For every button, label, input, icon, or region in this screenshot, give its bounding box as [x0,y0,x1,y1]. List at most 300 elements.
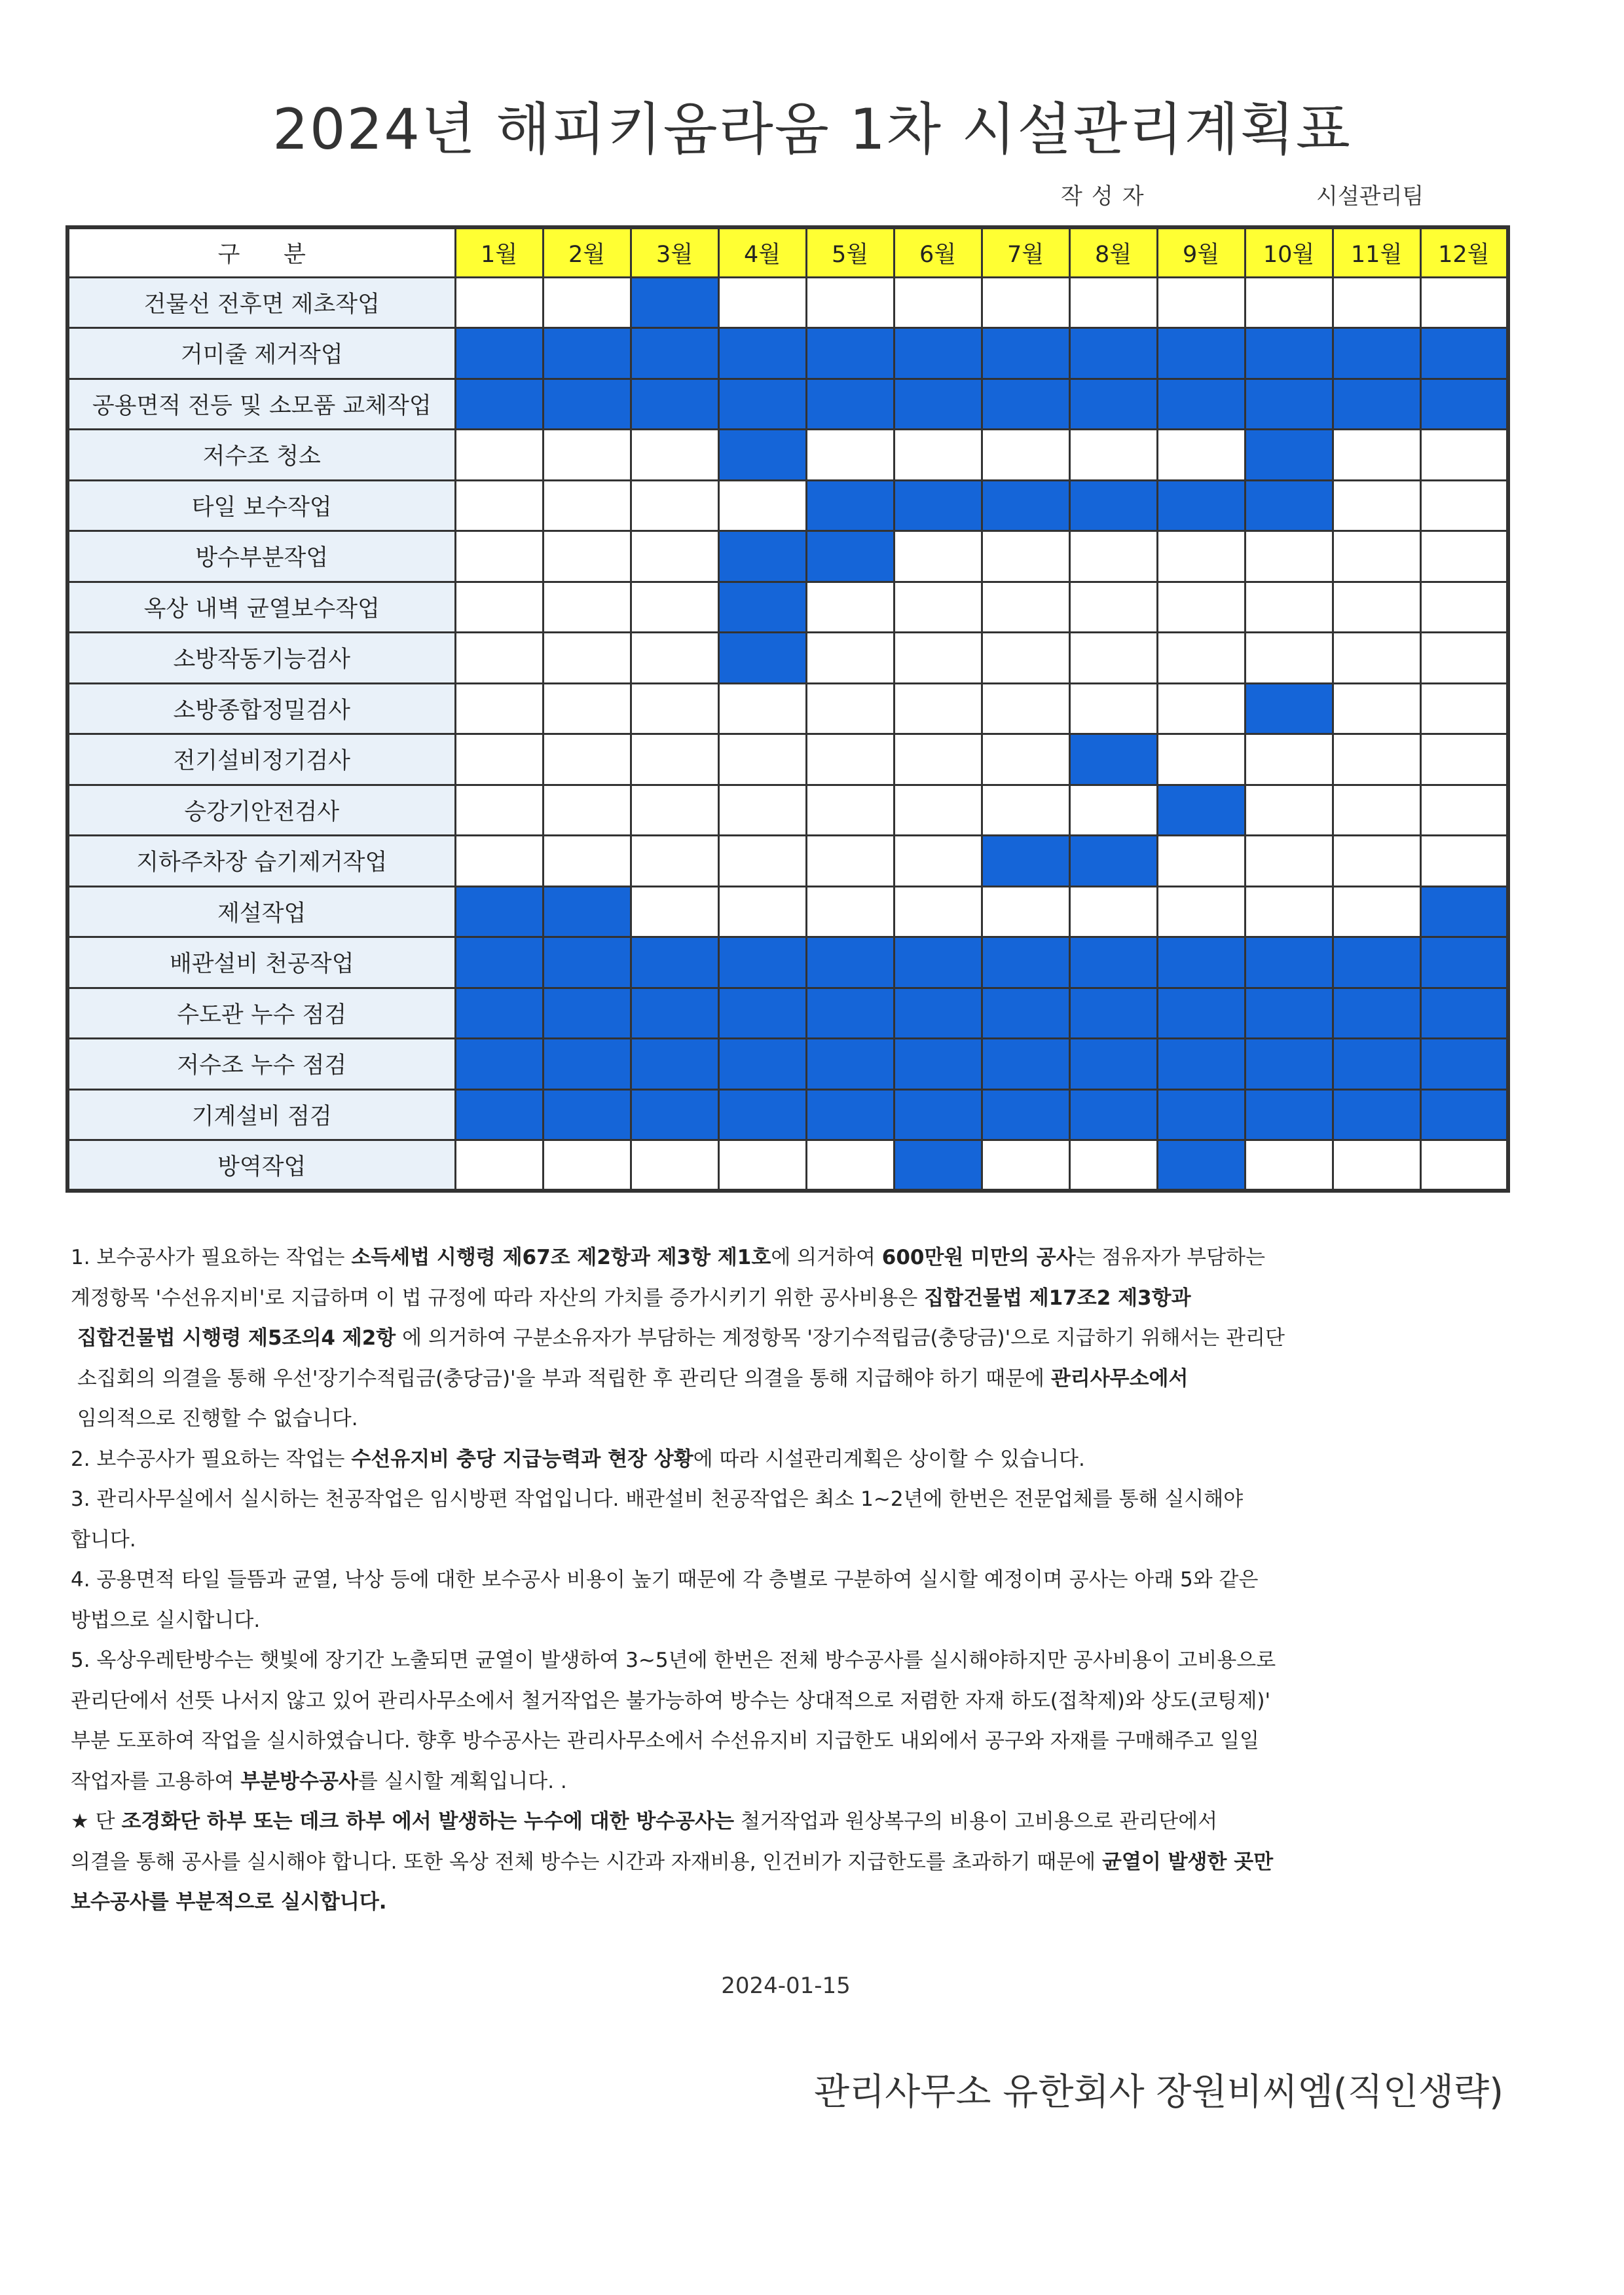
note-line [71,1359,1511,1400]
empty-cell [455,734,543,785]
empty-cell [718,1140,806,1191]
note-line [71,1520,1511,1561]
scheduled-cell [982,379,1069,430]
empty-cell [1420,531,1508,582]
note-bold-text: 관리사무소에서 [1050,1366,1189,1390]
empty-cell [1333,277,1420,328]
empty-cell [1420,734,1508,785]
empty-cell [894,633,982,684]
empty-cell [631,1140,718,1191]
note-bold-text: 600만원 미만의 공사 [881,1246,1076,1269]
scheduled-cell [543,886,631,937]
note-bold-text: 균열이 발생한 곳만 [1101,1850,1274,1874]
note-bold-text: 집합건물법 제17조2 제3항과 [924,1286,1191,1310]
note-text: 부분 도포하여 작업을 실시하였습니다. 향후 방수공사는 관리사무소에서 수선유지비 지급한도 내외에서 공구와 자재를 구매해주고 일일 [71,1729,1259,1753]
empty-cell [1420,1140,1508,1191]
note-text: 2. 보수공사가 필요하는 작업는 [71,1447,352,1471]
empty-cell [543,582,631,633]
empty-cell [806,886,894,937]
empty-cell [1157,277,1245,328]
empty-cell [1069,785,1157,836]
month-header: 8월 [1069,227,1157,277]
scheduled-cell [455,379,543,430]
empty-cell [806,1140,894,1191]
table-row [67,937,1508,988]
table-row [67,785,1508,836]
empty-cell [1333,886,1420,937]
scheduled-cell [1157,785,1245,836]
task-name: 지하주차장 습기제거작업 [67,836,455,887]
note-text [71,1326,77,1350]
table-row [67,734,1508,785]
note-text: 에 의거하여 [771,1246,882,1269]
table-row [67,328,1508,379]
scheduled-cell [1157,1089,1245,1140]
task-name: 방수부분작업 [67,531,455,582]
scheduled-cell [982,937,1069,988]
scheduled-cell [631,379,718,430]
empty-cell [1069,1140,1157,1191]
empty-cell [894,683,982,734]
scheduled-cell [543,1039,631,1090]
scheduled-cell [718,379,806,430]
scheduled-cell [806,937,894,988]
empty-cell [806,683,894,734]
empty-cell [1157,633,1245,684]
facility-plan-table [65,225,1510,1193]
note-text: 는 점유자가 부담하는 [1075,1246,1265,1269]
empty-cell [1333,683,1420,734]
note-text: 합니다. [71,1527,136,1552]
scheduled-cell [1245,1039,1333,1090]
empty-cell [631,633,718,684]
note-line [71,1440,1511,1480]
notes-section [71,1238,1511,1923]
note-text: 에 따라 시설관리계획은 상이할 수 있습니다. [693,1447,1085,1471]
empty-cell [543,480,631,531]
empty-cell [1333,531,1420,582]
empty-cell [1069,886,1157,937]
empty-cell [1333,734,1420,785]
scheduled-cell [1245,430,1333,481]
scheduled-cell [894,480,982,531]
note-line [71,1318,1511,1359]
scheduled-cell [806,328,894,379]
scheduled-cell [1245,379,1333,430]
empty-cell [1245,582,1333,633]
scheduled-cell [631,1039,718,1090]
empty-cell [894,734,982,785]
month-header: 6월 [894,227,982,277]
scheduled-cell [894,1089,982,1140]
scheduled-cell [1333,937,1420,988]
empty-cell [982,633,1069,684]
scheduled-cell [806,988,894,1039]
scheduled-cell [1069,937,1157,988]
empty-cell [1157,886,1245,937]
task-name: 방역작업 [67,1140,455,1191]
table-row [67,836,1508,887]
task-name: 건물선 전후면 제초작업 [67,277,455,328]
empty-cell [1333,582,1420,633]
scheduled-cell [718,988,806,1039]
empty-cell [631,734,718,785]
empty-cell [982,734,1069,785]
table-row [67,277,1508,328]
author-label: 작성자 [1061,183,1153,210]
empty-cell [1420,633,1508,684]
scheduled-cell [543,1089,631,1140]
table-row [67,988,1508,1039]
scheduled-cell [455,886,543,937]
task-name: 승강기안전검사 [67,785,455,836]
task-name: 옥상 내벽 균열보수작업 [67,582,455,633]
empty-cell [1069,683,1157,734]
empty-cell [455,531,543,582]
note-text: 3. 관리사무실에서 실시하는 천공작업은 임시방편 작업입니다. 배관설비 천공작업은 최소 1~2년에 한번은 전문업체를 통해 실시해야 [71,1487,1244,1511]
scheduled-cell [806,379,894,430]
note-text: 1. 보수공사가 필요하는 작업는 [71,1246,352,1269]
scheduled-cell [631,277,718,328]
table-row [67,379,1508,430]
empty-cell [455,430,543,481]
table-row [67,1089,1508,1140]
scheduled-cell [1157,937,1245,988]
month-header: 1월 [455,227,543,277]
scheduled-cell [631,328,718,379]
empty-cell [455,1140,543,1191]
note-text: 소집회의 의결을 통해 우선'장기수적립금(충당금)'을 부과 적립한 후 관리단 의결을 통해 지급해야 하기 때문에 [71,1366,1051,1390]
scheduled-cell [1245,328,1333,379]
empty-cell [718,480,806,531]
scheduled-cell [1069,480,1157,531]
empty-cell [455,785,543,836]
empty-cell [1245,531,1333,582]
scheduled-cell [1069,836,1157,887]
empty-cell [1420,480,1508,531]
scheduled-cell [1420,988,1508,1039]
empty-cell [982,886,1069,937]
note-text: 를 실시할 계획입니다. . [358,1769,567,1793]
scheduled-cell [1333,328,1420,379]
empty-cell [1420,683,1508,734]
empty-cell [1069,633,1157,684]
empty-cell [806,582,894,633]
note-text: 계정항목 '수선유지비'로 지급하며 이 법 규정에 따라 자산의 가치를 증가시키기 위한 공사비용은 [71,1286,925,1310]
empty-cell [1420,785,1508,836]
table-row [67,531,1508,582]
month-header: 7월 [982,227,1069,277]
note-bold-text: 조경화단 하부 또는 데크 하부 에서 발생하는 누수에 대한 방수공사는 [121,1810,735,1833]
table-header-row [67,227,1508,277]
empty-cell [982,531,1069,582]
empty-cell [982,430,1069,481]
empty-cell [631,480,718,531]
note-text: 방법으로 실시합니다. [71,1608,261,1632]
scheduled-cell [1420,886,1508,937]
scheduled-cell [1245,1089,1333,1140]
note-line [71,1560,1511,1601]
scheduled-cell [806,531,894,582]
empty-cell [982,785,1069,836]
empty-cell [1157,734,1245,785]
empty-cell [1157,531,1245,582]
month-header: 12월 [1420,227,1508,277]
month-header: 10월 [1245,227,1333,277]
empty-cell [1157,836,1245,887]
scheduled-cell [1420,328,1508,379]
scheduled-cell [1069,1039,1157,1090]
note-line [71,1480,1511,1520]
empty-cell [1245,836,1333,887]
note-text: 에 의거하여 구분소유자가 부담하는 계정항목 '장기수적립금(충당금)'으로 지급하기 위해서는 관리단 [396,1326,1285,1350]
scheduled-cell [982,328,1069,379]
note-line [71,1641,1511,1681]
scheduled-cell [455,328,543,379]
empty-cell [1069,430,1157,481]
table-row [67,1140,1508,1191]
empty-cell [894,277,982,328]
note-text: 임의적으로 진행할 수 없습니다. [71,1407,358,1430]
note-line [71,1721,1511,1762]
empty-cell [1157,683,1245,734]
empty-cell [631,531,718,582]
empty-cell [543,633,631,684]
scheduled-cell [718,531,806,582]
empty-cell [1157,582,1245,633]
scheduled-cell [1420,1089,1508,1140]
empty-cell [1245,277,1333,328]
empty-cell [806,836,894,887]
note-text: 관리단에서 선뜻 나서지 않고 있어 관리사무소에서 철거작업은 불가능하여 방수는 상대적으로 저렴한 자재 하도(접착제)와 상도(코팅제)' [71,1689,1271,1713]
empty-cell [806,430,894,481]
empty-cell [718,785,806,836]
empty-cell [806,633,894,684]
empty-cell [894,582,982,633]
scheduled-cell [1245,937,1333,988]
scheduled-cell [1157,480,1245,531]
scheduled-cell [455,988,543,1039]
month-header: 3월 [631,227,718,277]
empty-cell [455,836,543,887]
empty-cell [1245,886,1333,937]
task-name: 저수조 누수 점검 [67,1039,455,1090]
scheduled-cell [455,937,543,988]
task-name: 저수조 청소 [67,430,455,481]
empty-cell [455,582,543,633]
empty-cell [718,683,806,734]
note-bold-text: 소득세법 시행령 제67조 제2항과 제3항 제1호 [351,1246,771,1269]
empty-cell [543,836,631,887]
empty-cell [1157,430,1245,481]
scheduled-cell [1157,1140,1245,1191]
note-line [71,1762,1511,1802]
empty-cell [982,277,1069,328]
note-text: 철거작업과 원상복구의 비용이 고비용으로 관리단에서 [734,1810,1218,1833]
scheduled-cell [982,988,1069,1039]
task-name: 공용면적 전등 및 소모품 교체작업 [67,379,455,430]
task-name: 제설작업 [67,886,455,937]
empty-cell [894,531,982,582]
scheduled-cell [982,480,1069,531]
scheduled-cell [806,480,894,531]
page-title: 2024년 해피키움라움 1차 시설관리계획표 [272,97,1352,162]
task-name: 소방종합정밀검사 [67,683,455,734]
empty-cell [982,582,1069,633]
empty-cell [543,430,631,481]
empty-cell [982,1140,1069,1191]
table-row [67,480,1508,531]
scheduled-cell [1333,379,1420,430]
task-name: 타일 보수작업 [67,480,455,531]
note-line [71,1882,1511,1923]
scheduled-cell [894,379,982,430]
scheduled-cell [455,1089,543,1140]
note-line [71,1842,1511,1883]
note-text: 4. 공용면적 타일 들뜸과 균열, 낙상 등에 대한 보수공사 비용이 높기 때문에 각 층별로 구분하여 실시할 예정이며 공사는 아래 5와 같은 [71,1568,1259,1592]
scheduled-cell [718,1039,806,1090]
empty-cell [455,480,543,531]
empty-cell [1245,633,1333,684]
scheduled-cell [1157,328,1245,379]
empty-cell [1333,480,1420,531]
empty-cell [806,277,894,328]
scheduled-cell [806,1089,894,1140]
empty-cell [631,430,718,481]
month-header: 2월 [543,227,631,277]
scheduled-cell [1420,379,1508,430]
scheduled-cell [1420,1039,1508,1090]
empty-cell [1420,277,1508,328]
empty-cell [894,430,982,481]
scheduled-cell [1333,1039,1420,1090]
empty-cell [894,785,982,836]
scheduled-cell [1420,937,1508,988]
empty-cell [1245,734,1333,785]
note-text: 의결을 통해 공사를 실시해야 합니다. 또한 옥상 전체 방수는 시간과 자재비용, 인건비가 지급한도를 초과하기 때문에 [71,1850,1102,1874]
empty-cell [1333,633,1420,684]
note-text: 작업자를 고용하여 [71,1769,241,1793]
scheduled-cell [982,1089,1069,1140]
empty-cell [631,785,718,836]
scheduled-cell [1245,683,1333,734]
empty-cell [1420,582,1508,633]
table-row [67,886,1508,937]
scheduled-cell [718,582,806,633]
scheduled-cell [1245,480,1333,531]
empty-cell [718,277,806,328]
note-line [71,1601,1511,1641]
empty-cell [1069,531,1157,582]
scheduled-cell [1069,328,1157,379]
scheduled-cell [1333,1089,1420,1140]
empty-cell [806,734,894,785]
table-body [67,277,1508,1191]
task-name: 배관설비 천공작업 [67,937,455,988]
empty-cell [718,734,806,785]
scheduled-cell [631,937,718,988]
empty-cell [1420,430,1508,481]
scheduled-cell [631,1089,718,1140]
empty-cell [543,734,631,785]
empty-cell [1069,582,1157,633]
table-row [67,582,1508,633]
scheduled-cell [1069,734,1157,785]
note-line [71,1278,1511,1319]
empty-cell [543,531,631,582]
author-value: 시설관리팀 [1316,183,1424,210]
scheduled-cell [718,633,806,684]
scheduled-cell [543,379,631,430]
scheduled-cell [718,328,806,379]
scheduled-cell [894,1140,982,1191]
note-bold-text: 보수공사를 부분적으로 실시합니다. [71,1890,387,1914]
empty-cell [1245,785,1333,836]
table-row [67,683,1508,734]
scheduled-cell [894,1039,982,1090]
scheduled-cell [1333,988,1420,1039]
month-header: 5월 [806,227,894,277]
scheduled-cell [1157,988,1245,1039]
scheduled-cell [718,937,806,988]
month-header: 9월 [1157,227,1245,277]
note-line [71,1399,1511,1440]
note-bold-text: 부분방수공사 [240,1769,358,1793]
empty-cell [1245,1140,1333,1191]
scheduled-cell [1157,1039,1245,1090]
scheduled-cell [1069,379,1157,430]
empty-cell [455,683,543,734]
empty-cell [718,836,806,887]
scheduled-cell [543,937,631,988]
scheduled-cell [894,937,982,988]
header-category: 구 분 [67,227,455,277]
empty-cell [1333,430,1420,481]
signature: 관리사무소 유한회사 장원비씨엠(직인생략) [813,2071,1504,2114]
note-text: 5. 옥상우레탄방수는 햇빛에 장기간 노출되면 균열이 발생하여 3~5년에 한번은 전체 방수공사를 실시해야하지만 공사비용이 고비용으로 [71,1649,1276,1672]
task-name: 거미줄 제거작업 [67,328,455,379]
scheduled-cell [455,1039,543,1090]
task-name: 기계설비 점검 [67,1089,455,1140]
empty-cell [1333,785,1420,836]
scheduled-cell [543,988,631,1039]
scheduled-cell [982,836,1069,887]
scheduled-cell [894,988,982,1039]
scheduled-cell [806,1039,894,1090]
scheduled-cell [1157,379,1245,430]
table-row [67,430,1508,481]
task-name: 전기설비정기검사 [67,734,455,785]
empty-cell [1420,836,1508,887]
empty-cell [631,886,718,937]
empty-cell [1333,1140,1420,1191]
scheduled-cell [982,1039,1069,1090]
scheduled-cell [1069,1089,1157,1140]
scheduled-cell [631,988,718,1039]
empty-cell [718,886,806,937]
note-line [71,1238,1511,1278]
scheduled-cell [718,430,806,481]
note-bold-text: 수선유지비 충당 지급능력과 현장 상황 [351,1447,693,1471]
note-line [71,1802,1511,1842]
empty-cell [1333,836,1420,887]
note-text: ★ 단 [71,1810,122,1833]
empty-cell [631,582,718,633]
empty-cell [543,785,631,836]
note-line [71,1681,1511,1722]
scheduled-cell [543,328,631,379]
table-row [67,633,1508,684]
